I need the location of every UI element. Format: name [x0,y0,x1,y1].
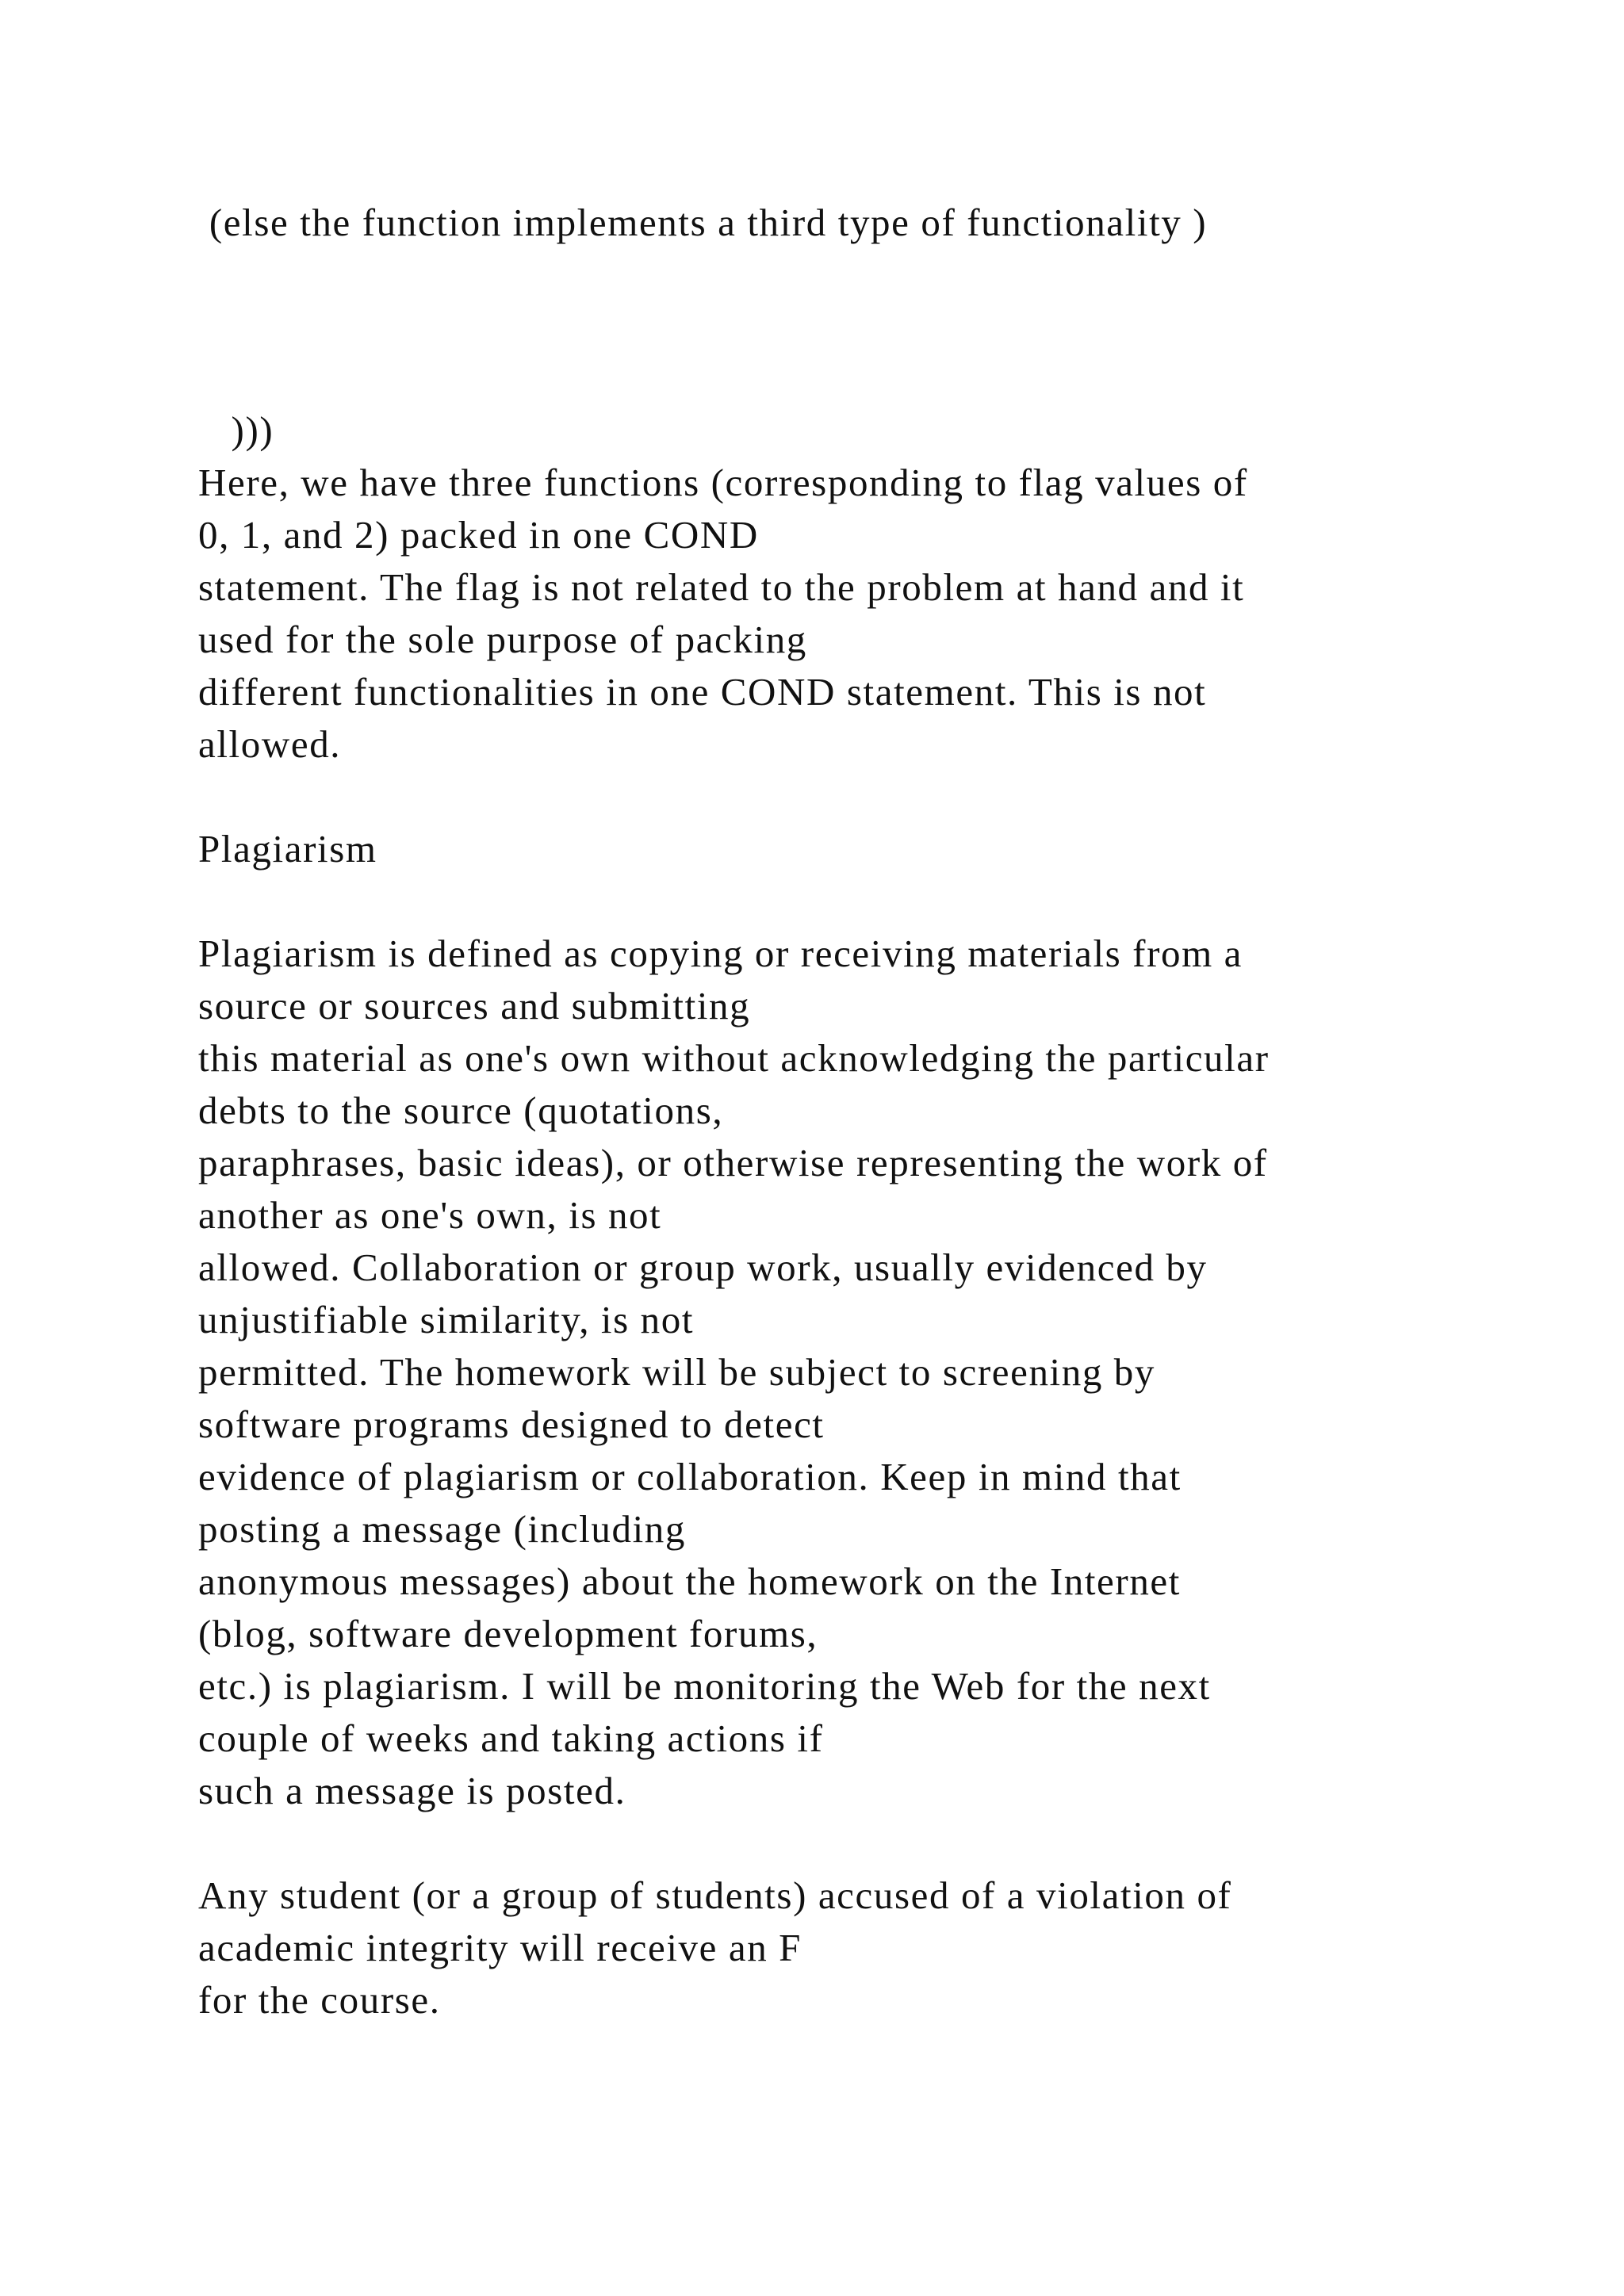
text-line: for the course. [198,1978,441,2022]
text-line: posting a message (including [198,1507,686,1551]
text-line: unjustifiable similarity, is not [198,1298,695,1341]
text-line: Plagiarism is defined as copying or receiving materials from a [198,932,1243,975]
text-line: source or sources and submitting [198,984,751,1027]
text-line: software programs designed to detect [198,1402,825,1446]
text-line: 0, 1, and 2) packed in one COND [198,513,759,557]
text-line: used for the sole purpose of packing [198,618,807,661]
section-heading-plagiarism: Plagiarism [198,827,377,871]
text-line: another as one's own, is not [198,1193,662,1237]
text-line: paraphrases, basic ideas), or otherwise representing the work of [198,1141,1268,1184]
text-line: permitted. The homework will be subject to screening by [198,1350,1156,1394]
text-line: couple of weeks and taking actions if [198,1716,824,1760]
text-line-else-clause: (else the function implements a third type of functionality ) [198,201,1208,244]
text-line: different functionalities in one COND statement. This is not [198,670,1207,714]
text-line: allowed. [198,722,342,766]
text-line: statement. The flag is not related to the problem at hand and it [198,565,1245,609]
text-line: debts to the source (quotations, [198,1089,724,1132]
text-line: this material as one's own without acknowledging the particular [198,1036,1270,1080]
text-line: (blog, software development forums, [198,1612,818,1655]
text-line: Here, we have three functions (corresponding to flag values of [198,461,1248,504]
text-line: evidence of plagiarism or collaboration. Keep in mind that [198,1455,1182,1498]
text-line: such a message is posted. [198,1769,626,1812]
text-line: academic integrity will receive an F [198,1926,802,1969]
text-line-closing-parens: ))) [198,408,274,452]
text-line: allowed. Collaboration or group work, usually evidenced by [198,1246,1208,1289]
text-line: anonymous messages) about the homework on the Internet [198,1559,1181,1603]
text-line: Any student (or a group of students) accused of a violation of [198,1873,1232,1917]
text-line: etc.) is plagiarism. I will be monitoring the Web for the next [198,1664,1211,1708]
